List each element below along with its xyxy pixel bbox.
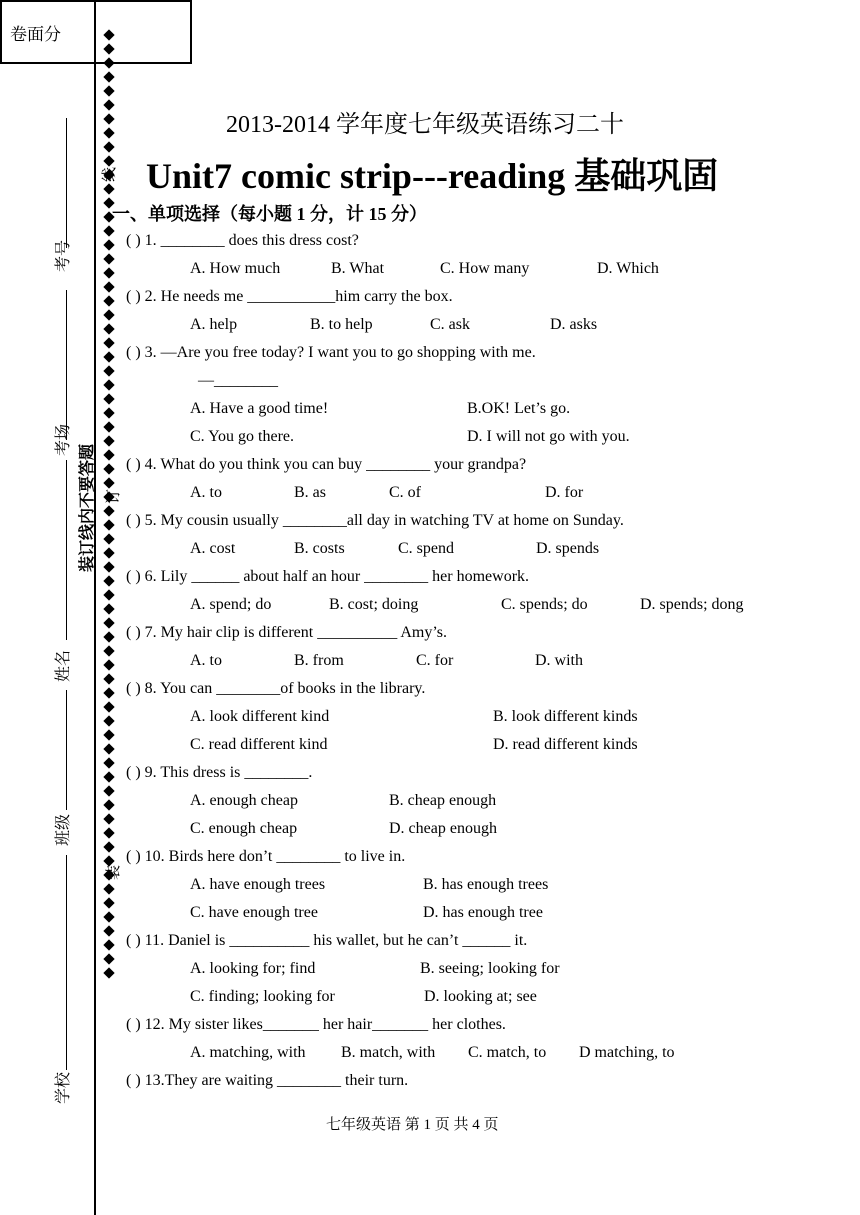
binding-diamond [103,449,114,460]
option-c: C. You go there. [190,428,295,445]
page-footer: 七年级英语 第 1 页 共 4 页 [326,1117,499,1133]
binding-diamond [103,617,114,628]
binding-diamond [103,393,114,404]
binding-diamond [103,547,114,558]
binding-char-zhuang: 装 [106,864,122,880]
option-c: C. finding; looking for [190,988,335,1005]
option-b: B. costs [294,540,345,557]
option-b: B. from [294,652,344,669]
option-a: A. have enough trees [190,876,326,893]
option-a: A. cost [190,540,236,557]
binding-diamond [103,533,114,544]
binding-diamond [103,71,114,82]
option-d: D. has enough tree [423,904,543,921]
option-a: A. to [190,652,222,669]
option-c: C. How many [440,260,530,277]
binding-diamond [103,57,114,68]
option-a: A. How much [190,260,281,277]
binding-diamond [103,687,114,698]
option-b: B. as [294,484,326,501]
question-stem: ( ) 3. —Are you free today? I want you to go shopping with me. [126,344,536,361]
binding-diamond [103,281,114,292]
binding-diamond [103,99,114,110]
option-d: D. read different kinds [493,736,638,753]
option-c: C. read different kind [190,736,328,753]
binding-diamond [103,841,114,852]
binding-diamond [103,771,114,782]
binding-diamond [103,407,114,418]
binding-notice: 装订线内不要答题 [77,443,96,572]
option-c: C. match, to [468,1044,547,1061]
option-b: B. to help [310,316,373,333]
option-d: D matching, to [579,1044,675,1061]
binding-diamond [103,673,114,684]
name-line [66,460,67,640]
binding-diamond [103,351,114,362]
binding-diamond [103,953,114,964]
answer-blank: —________ [198,372,278,389]
binding-diamond [103,757,114,768]
binding-diamond [103,799,114,810]
question-stem: ( ) 6. Lily ______ about half an hour ________ her homework. [126,568,530,585]
binding-diamond [103,925,114,936]
binding-diamond [103,589,114,600]
option-d: D. spends [536,540,600,557]
option-b: B. look different kinds [493,708,638,725]
option-b: B. What [331,260,385,277]
option-d: D. cheap enough [389,820,497,837]
binding-diamond [103,701,114,712]
option-c: C. of [389,484,421,501]
question-stem: ( ) 7. My hair clip is different __________ Amy’s. [126,624,447,641]
option-d: D. with [535,652,583,669]
binding-diamond [103,715,114,726]
binding-diamond [103,85,114,96]
binding-diamond [103,603,114,614]
option-d: D. spends; dong [640,596,744,613]
binding-diamond [103,113,114,124]
option-b: B.OK! Let’s go. [467,400,571,417]
binding-diamond [103,785,114,796]
question-stem: ( ) 12. My sister likes_______ her hair_______ her clothes. [126,1016,506,1033]
binding-diamond [103,421,114,432]
binding-diamond [103,883,114,894]
question-stem: ( ) 8. You can ________of books in the library. [126,680,426,697]
binding-diamond [103,155,114,166]
binding-diamond [103,827,114,838]
option-d: D. Which [597,260,659,277]
binding-diamond [103,309,114,320]
question-stem: ( ) 4. What do you think you can buy ________ your grandpa? [126,456,527,473]
binding-diamond [103,729,114,740]
binding-diamond [103,939,114,950]
exam-no-line [66,118,67,248]
binding-diamond [103,225,114,236]
binding-diamond [103,659,114,670]
score-label: 卷面分 [10,25,61,44]
option-a: A. look different kind [190,708,330,725]
option-a: A. matching, with [190,1044,306,1061]
binding-diamond [103,267,114,278]
binding-diamond [103,141,114,152]
question-stem: ( ) 13.They are waiting ________ their turn. [126,1072,409,1089]
binding-diamond [103,323,114,334]
option-d: D. asks [550,316,598,333]
option-c: C. spends; do [501,596,588,613]
score-box [0,0,192,64]
binding-diamond [103,575,114,586]
binding-diamond [103,183,114,194]
option-a: A. Have a good time! [190,400,329,417]
binding-diamond [103,911,114,922]
binding-diamond [103,519,114,530]
question-stem: ( ) 10. Birds here don’t ________ to live in. [126,848,406,865]
option-b: B. cheap enough [389,792,497,809]
option-b: B. cost; doing [329,596,419,613]
question-stem: ( ) 11. Daniel is __________ his wallet, but he can’t ______ it. [126,932,528,949]
binding-diamond [103,127,114,138]
option-d: D. for [545,484,584,501]
field-school: 学校 [55,1071,72,1104]
binding-diamond [103,505,114,516]
binding-diamond [103,295,114,306]
binding-diamond [103,477,114,488]
option-d: D. I will not go with you. [467,428,630,445]
option-a: A. looking for; find [190,960,316,977]
field-name: 姓名 [55,649,72,682]
option-c: C. for [416,652,454,669]
field-class: 班级 [55,813,72,846]
binding-diamond [103,29,114,40]
binding-diamond [103,743,114,754]
binding-diamond [103,253,114,264]
option-c: C. ask [430,316,470,333]
page-title: 2013-2014 学年度七年级英语练习二十 [226,112,624,138]
option-b: B. seeing; looking for [420,960,560,977]
section-heading: 一、单项选择（每小题 1 分，计 15 分） [112,204,427,224]
page-subtitle: Unit7 comic strip---reading 基础巩固 [146,156,719,196]
class-line [66,690,67,810]
field-exam-no: 考号 [55,239,72,272]
binding-diamond [103,897,114,908]
option-a: A. spend; do [190,596,272,613]
option-a: A. to [190,484,222,501]
binding-char-xian: 线 [102,166,118,182]
option-b: B. match, with [341,1044,436,1061]
option-c: C. spend [398,540,454,557]
option-c: C. enough cheap [190,820,298,837]
binding-diamond [103,43,114,54]
binding-char-ding: 订 [106,488,122,504]
question-stem: ( ) 1. ________ does this dress cost? [126,232,359,249]
binding-diamond [103,561,114,572]
option-b: B. has enough trees [423,876,549,893]
option-a: A. help [190,316,238,333]
binding-diamond [103,435,114,446]
question-stem: ( ) 2. He needs me ___________him carry the box. [126,288,453,305]
binding-diamond [103,967,114,978]
binding-diamond [103,631,114,642]
binding-diamond [103,239,114,250]
question-stem: ( ) 9. This dress is ________. [126,764,313,781]
binding-diamond [103,645,114,656]
binding-diamond [103,379,114,390]
option-d: D. looking at; see [424,988,537,1005]
field-room: 考场 [55,423,72,456]
question-stem: ( ) 5. My cousin usually ________all day in watching TV at home on Sunday. [126,512,624,529]
school-line [66,855,67,1070]
binding-diamond [103,365,114,376]
room-line [66,290,67,440]
option-c: C. have enough tree [190,904,318,921]
score-box-divider [94,0,96,1215]
option-a: A. enough cheap [190,792,298,809]
binding-diamond [103,463,114,474]
binding-diamond [103,813,114,824]
binding-diamond [103,337,114,348]
